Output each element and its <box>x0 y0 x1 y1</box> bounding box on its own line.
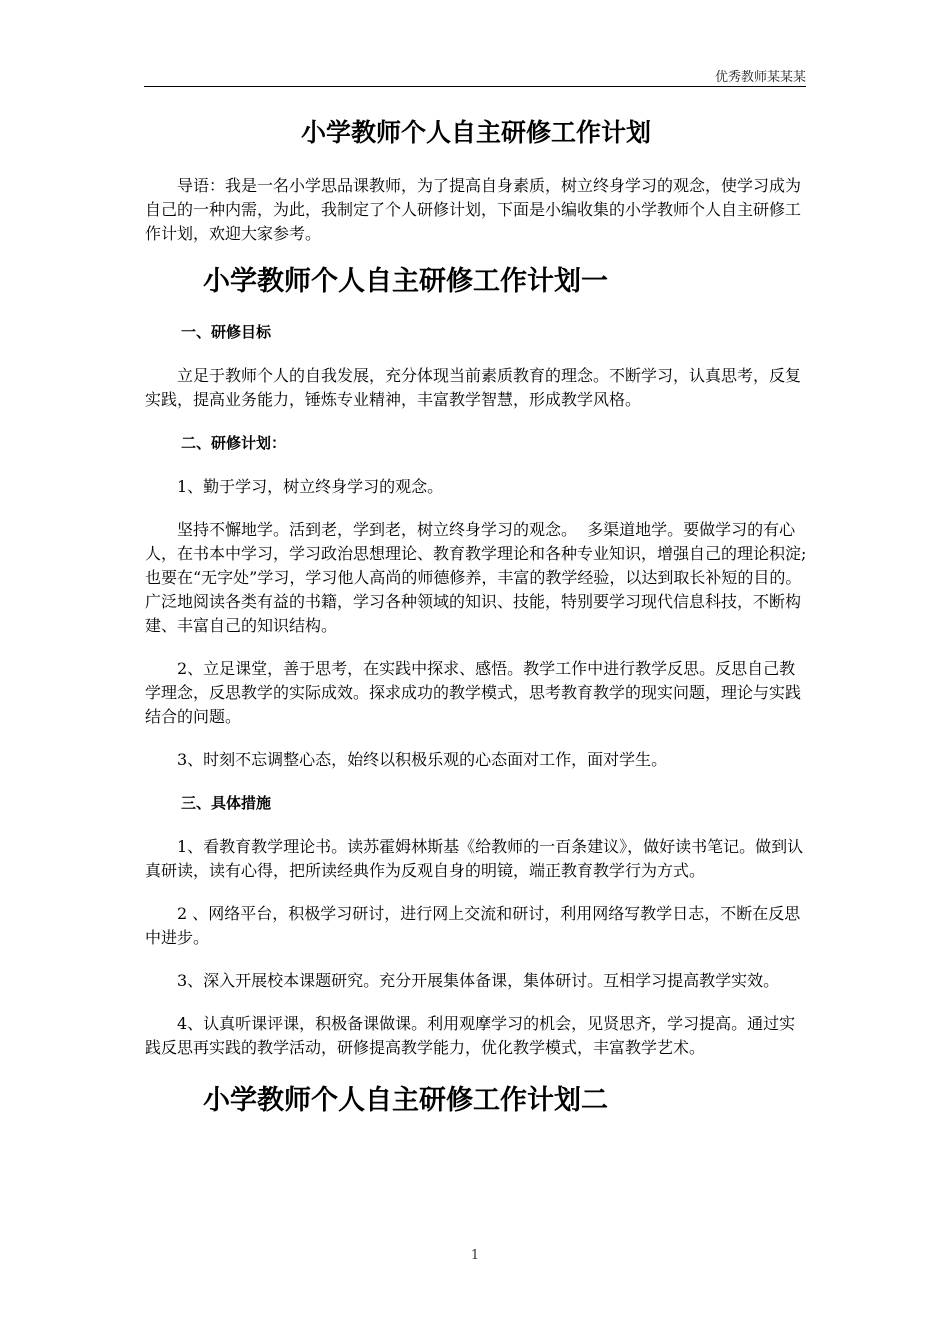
plan-item-1-paragraph: 坚持不懈地学。活到老，学到老，树立终身学习的观念。 多渠道地学。要做学习的有心人，在书本中学习，学习政治思想理论、教育教学理论和各种专业知识，增强自己的理论积淀;也要在“无字处”学习，学习他人高尚的师德修养，丰富的教学经验，以达到取长补短的目的。广泛地阅读各类有益的书籍，学习各种领域的知识、技能，特别要学习现代信息科技，不断构建、丰富自己的知识结构。 <box>145 520 807 636</box>
plan-item-2: 2、立足课堂，善于思考，在实践中探求、感悟。教学工作中进行教学反思。反思自己教学理念，反思教学的实际成效。探求成功的教学模式，思考教育教学的现实问题，理论与实践结合的问题。 <box>145 659 802 727</box>
measure-1: 1、看教育教学理论书。读苏霍姆林斯基《给教师的一百条建议》，做好读书笔记。做到认真研读，读有心得，把所读经典作为反观自身的明镜，端正教育教学行为方式。 <box>145 837 804 881</box>
running-header: 优秀教师某某某 <box>714 70 806 85</box>
document-title: 小学教师个人自主研修工作计划 <box>300 118 651 147</box>
document-body <box>145 110 807 1140</box>
plan-heading: 二、研修计划： <box>181 434 287 453</box>
measure-4: 4、认真听课评课，积极备课做课。利用观摩学习的机会，见贤思齐，学习提高。通过实践反思再实践的教学活动，研修提高教学能力，优化教学模式，丰富教学艺术。 <box>145 1014 796 1058</box>
page-number: 1 <box>470 1248 480 1263</box>
measure-3: 3、深入开展校本课题研究。充分开展集体备课，集体研讨。互相学习提高教学实效。 <box>177 971 780 991</box>
goal-paragraph: 立足于教师个人的自我发展，充分体现当前素质教育的理念。不断学习，认真思考，反复实践，提高业务能力，锤炼专业精神，丰富教学智慧，形成教学风格。 <box>145 366 802 410</box>
intro-paragraph: 导语：我是一名小学思品课教师，为了提高自身素质，树立终身学习的观念，使学习成为自己的一种内需，为此，我制定了个人研修计划，下面是小编收集的小学教师个人自主研修工作计划，欢迎大家参考。 <box>145 176 802 243</box>
measure-2: 2 、网络平台，积极学习研讨，进行网上交流和研讨，利用网络写教学日志，不断在反思中进步。 <box>145 904 801 948</box>
goal-heading: 一、研修目标 <box>181 323 272 342</box>
plan-item-1: 1、勤于学习，树立终身学习的观念。 <box>177 477 444 497</box>
header-divider <box>144 86 806 87</box>
plan-item-3: 3、时刻不忘调整心态，始终以积极乐观的心态面对工作，面对学生。 <box>177 750 668 770</box>
section-2-title: 小学教师个人自主研修工作计划二 <box>203 1085 608 1117</box>
measures-heading: 三、具体措施 <box>181 794 272 813</box>
section-1-title: 小学教师个人自主研修工作计划一 <box>203 266 608 297</box>
